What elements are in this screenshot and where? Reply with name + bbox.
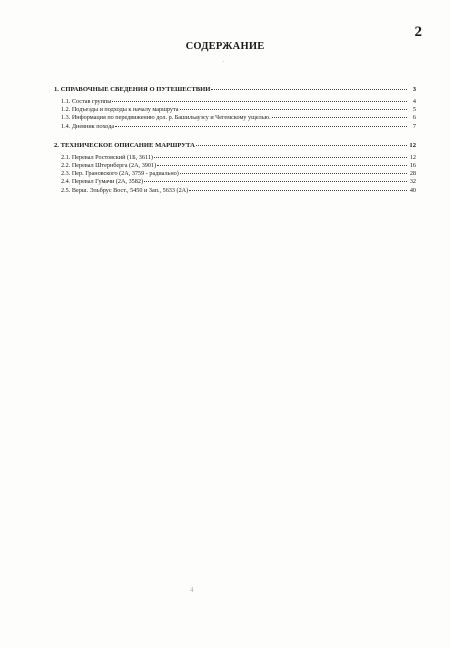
toc-page-number: 40 — [409, 186, 416, 194]
toc-page-number: 7 — [412, 122, 416, 130]
dot-leader — [115, 126, 407, 127]
dot-leader — [157, 165, 407, 166]
toc-item-label: 2.4. Перевал Гумачи (2А, 3582) — [61, 178, 144, 186]
toc-section-label: 2. ТЕХНИЧЕСКОЕ ОПИСАНИЕ МАРШРУТА — [54, 141, 195, 149]
page-number: 2 — [414, 24, 422, 40]
table-of-contents — [54, 87, 416, 196]
toc-item-label: 2.5. Верш. Эльбрус Вост., 5450 и Зап., 5633 (2А) — [61, 186, 189, 194]
dot-leader — [189, 190, 407, 191]
dot-leader — [144, 181, 407, 182]
toc-page-number: 6 — [412, 114, 416, 122]
toc-section-1[interactable] — [54, 87, 416, 96]
dot-leader — [112, 101, 407, 102]
page-title: СОДЕРЖАНИЕ — [185, 41, 265, 52]
toc-item-label: 1.3. Информация по передвижению дол. р. Башильаузсу и Чегемскому ущелью. — [61, 114, 271, 122]
toc-page-number: 12 — [409, 141, 416, 149]
dot-leader — [196, 145, 407, 146]
dot-leader — [272, 117, 407, 118]
toc-section-label: 1. СПРАВОЧНЫЕ СВЕДЕНИЯ О ПУТЕШЕСТВИИ — [54, 86, 211, 93]
dot-leader — [211, 89, 407, 90]
toc-item-label: 2.2. Перевал Штернберга (2А, 3901) — [61, 161, 157, 169]
footer-mark: 4 — [190, 586, 194, 594]
toc-page-number: 28 — [409, 170, 416, 178]
toc-page-number: 16 — [409, 161, 416, 169]
dot-leader — [154, 157, 407, 158]
toc-item-label: 2.1. Перевал Ростовский (1Б, 3611) — [61, 153, 153, 161]
toc-item-label: 1.2. Подъезды и подходы к началу маршрута — [61, 106, 179, 114]
dot-leader — [180, 173, 407, 174]
toc-page-number: 3 — [412, 86, 416, 93]
toc-section-2[interactable] — [54, 143, 416, 152]
scan-speck: · — [222, 58, 225, 66]
toc-item-label: 2.3. Пер. Грановского (2А, 3759 - радиально) — [61, 170, 179, 178]
toc-page-number: 12 — [409, 153, 416, 161]
toc-page-number: 4 — [412, 98, 416, 105]
toc-page-number: 5 — [412, 106, 416, 114]
toc-item-label: 1.1. Состав группы — [61, 98, 112, 105]
toc-page-number: 32 — [409, 178, 416, 186]
toc-item[interactable] — [54, 124, 416, 132]
toc-item-label: 1.4. Дневник похода — [61, 122, 115, 130]
dot-leader — [180, 109, 407, 110]
toc-item[interactable] — [54, 188, 416, 196]
